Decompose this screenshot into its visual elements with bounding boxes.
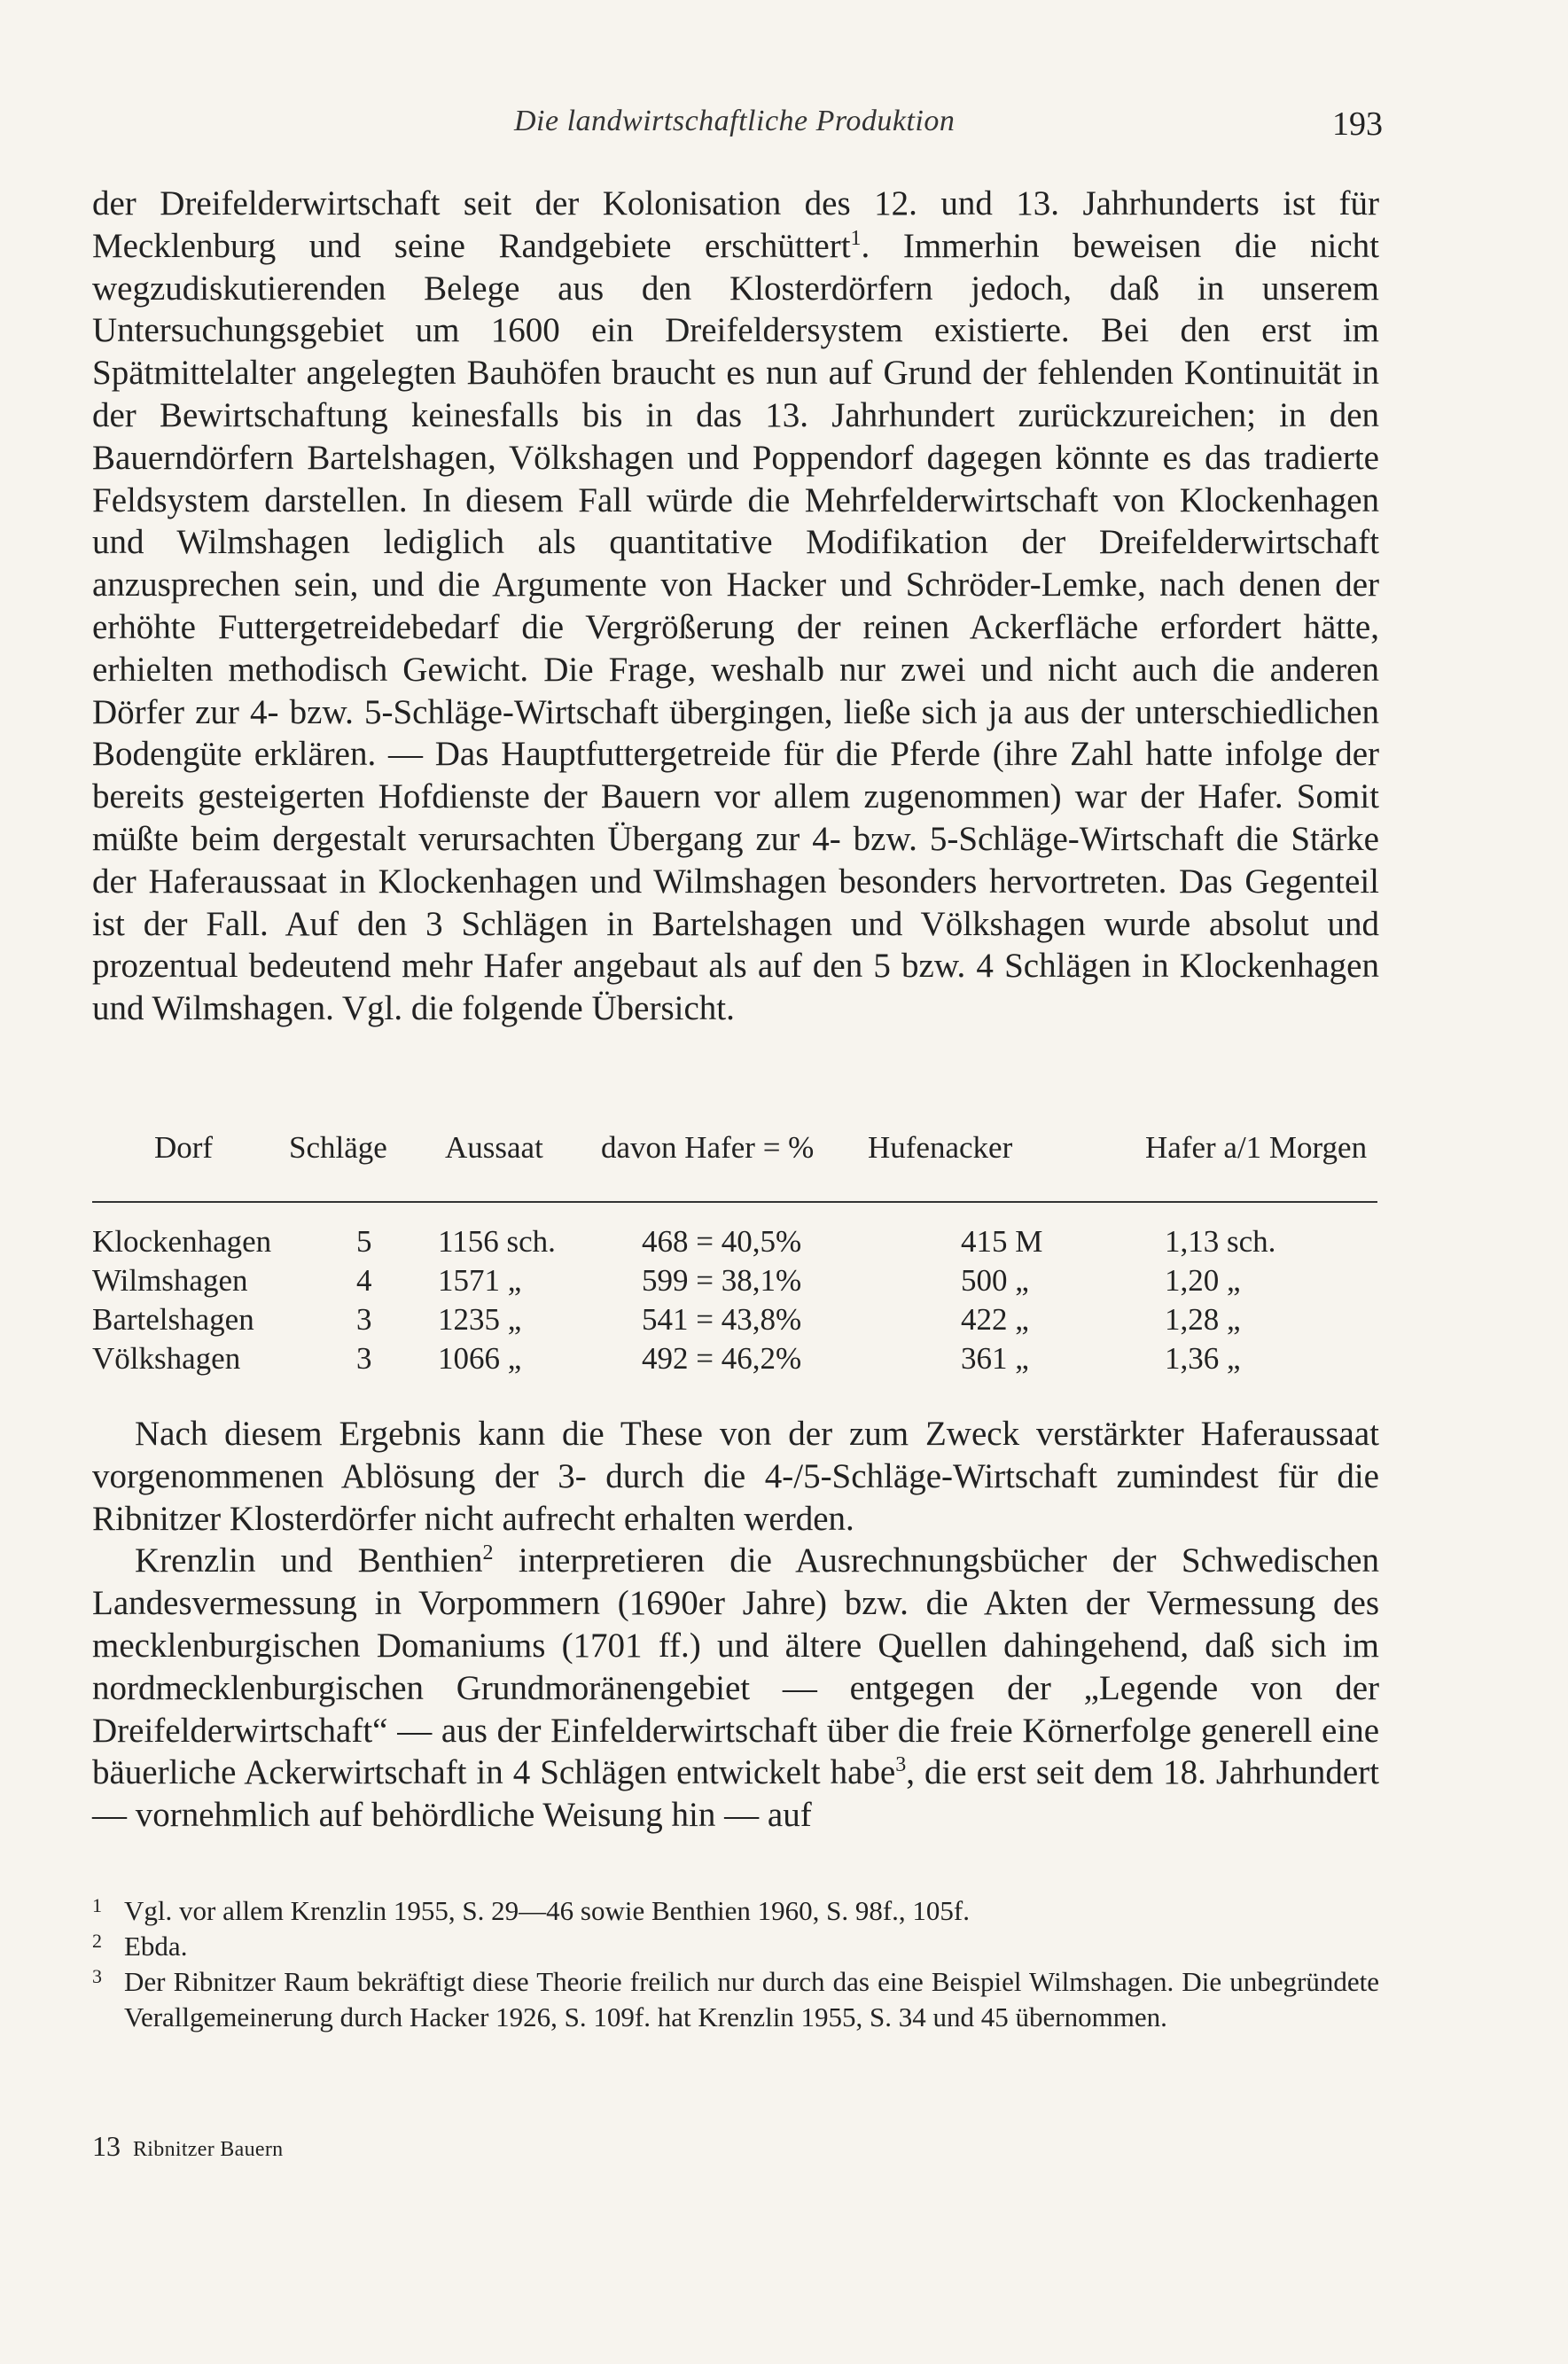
footnote-text: Ebda. bbox=[124, 1931, 188, 1962]
cell-hafer: 541 = 43,8% bbox=[642, 1302, 802, 1337]
cell-hufenacker: 361 „ bbox=[961, 1341, 1029, 1376]
signature-text: Ribnitzer Bauern bbox=[133, 2138, 284, 2161]
paragraph-2: Nach diesem Ergebnis kann die These von der zum Zweck verstärkter Haferaussaat vorgenommenen Ablösung der 3- durch die 4-/5-Schläge-Wirtschaft zumindest für die Ribnitzer Klosterdörfer nicht aufrecht erhalten werden. bbox=[92, 1415, 1379, 1538]
paragraph-1-rest: . Immerhin beweisen die nicht wegzudiskutierenden Belege aus den Klosterdörfern jedoch, daß in unserem Untersuchungsgebiet um 1600 ein Dreifeldersystem existierte. Bei den erst im Spätmittelalter angelegten Bauhöfen braucht es nun auf Grund der fehlenden Kontinuität in der Bewirtschaftung keinesfalls bis in das 13. Jahrhundert zurückzureichen; in den Bauerndörfern Bartelshagen, Völkshagen und Poppendorf dagegen könnte es das tradierte Feldsystem darstellen. In diesem Fall würde die Mehrfelderwirtschaft von Klockenhagen und Wilmshagen lediglich als quantitative Modifikation der Dreifelderwirtschaft anzusprechen sein, und die Argumente von Hacker und Schröder-Lemke, nach denen der erhöhte Futtergetreidebedarf die Vergrößerung der reinen Ackerfläche erfordert hätte, erhielten methodisch Gewicht. Die Frage, weshalb nur zwei und nicht auch die anderen Dörfer zur 4- bzw. 5-Schläge-Wirtschaft übergingen, ließe sich ja aus der unterschiedlichen Bodengüte erklären. — Das Hauptfuttergetreide für die Pferde (ihre Zahl hatte infolge der bereits gesteigerten Hofdienste der Bauern vor allem zugenommen) war der Hafer. Somit müßte beim dergestalt verursachten Übergang zur 4- bzw. 5-Schläge-Wirtschaft die Stärke der Haferaussaat in Klockenhagen und Wilmshagen besonders hervortreten. Das Gegenteil ist der Fall. Auf den 3 Schlägen in Bartelshagen und Völkshagen wurde absolut und prozentual bedeutend mehr Hafer angebaut als auf den 5 bzw. 4 Schlägen in Klockenhagen und Wilmshagen. Vgl. die folgende Übersicht. bbox=[92, 226, 1379, 1028]
running-head: Die landwirtschaftliche Produktion bbox=[514, 105, 956, 137]
cell-schlaege: 5 bbox=[356, 1224, 372, 1259]
header-schlaege: Schläge bbox=[289, 1130, 387, 1165]
footnote-ref-3: 3 bbox=[895, 1753, 907, 1777]
cell-aussaat: 1066 „ bbox=[438, 1341, 522, 1376]
header-hafer-prozent: davon Hafer = % bbox=[601, 1130, 815, 1165]
table-body bbox=[92, 1224, 1379, 1380]
cell-hufenacker: 500 „ bbox=[961, 1263, 1029, 1298]
table-row bbox=[92, 1341, 1379, 1380]
header-dorf: Dorf bbox=[154, 1130, 214, 1165]
cell-dorf: Völkshagen bbox=[92, 1341, 241, 1376]
footnote-mark: 3 bbox=[92, 1965, 102, 1987]
table-header bbox=[92, 1130, 1379, 1187]
table-row bbox=[92, 1224, 1379, 1263]
cell-hufenacker: 422 „ bbox=[961, 1302, 1029, 1337]
table-row bbox=[92, 1302, 1379, 1341]
paragraph-1-text: der Dreifelderwirtschaft seit der Kolonisation des 12. und 13. Jahrhunderts ist für Mecklenburg und seine Randgebiete erschüttert bbox=[92, 184, 1379, 265]
paragraph-3-part-b: interpretieren die Ausrechnungsbücher der Schwedischen Landesvermessung in Vorpommern (1690er Jahre) bzw. die Akten der Vermessung des mecklenburgischen Domaniums (1701 ff.) und ältere Quellen dahingehend, daß sich im nordmecklenburgischen Grundmoränengebiet — entgegen der „Legende von der Dreifelderwirtschaft“ — aus der Einfelderwirtschaft über die freie Körnerfolge generell eine bäuerliche Ackerwirtschaft in 4 Schlägen entwickelt habe bbox=[92, 1541, 1379, 1792]
footnote-ref-1: 1 bbox=[850, 226, 862, 250]
table-rule bbox=[92, 1201, 1377, 1203]
header-aussaat: Aussaat bbox=[445, 1130, 543, 1165]
cell-hafer-morgen: 1,36 „ bbox=[1165, 1341, 1241, 1376]
page-number: 193 bbox=[1332, 105, 1383, 143]
table-row bbox=[92, 1263, 1379, 1302]
footnote-1 bbox=[92, 1893, 1379, 1929]
paragraph-3 bbox=[92, 1540, 1379, 1837]
footnote-mark: 1 bbox=[92, 1894, 102, 1916]
cell-aussaat: 1235 „ bbox=[438, 1302, 522, 1337]
paragraph-3-part-c: , die erst seit dem 18. Jahrhundert — vornehmlich auf behördliche Weisung hin — auf bbox=[92, 1753, 1379, 1835]
footnote-2 bbox=[92, 1929, 1379, 1964]
footnote-text: Der Ribnitzer Raum bekräftigt diese Theorie freilich nur durch das eine Beispiel Wilmshagen. Die unbegründete Verallgemeinerung durch Hacker 1926, S. 109f. hat Krenzlin 1955, S. 34 und 45 übernommen. bbox=[124, 1966, 1379, 2032]
cell-aussaat: 1156 sch. bbox=[438, 1224, 556, 1259]
cell-schlaege: 3 bbox=[356, 1302, 372, 1337]
cell-hafer-morgen: 1,28 „ bbox=[1165, 1302, 1241, 1337]
body-text-top bbox=[92, 183, 1379, 1030]
printer-signature bbox=[92, 2130, 283, 2163]
cell-hafer-morgen: 1,20 „ bbox=[1165, 1263, 1241, 1298]
body-text-bottom bbox=[92, 1413, 1379, 1837]
cell-hafer: 492 = 46,2% bbox=[642, 1341, 802, 1376]
signature-number: 13 bbox=[92, 2130, 121, 2162]
cell-hafer: 468 = 40,5% bbox=[642, 1224, 802, 1259]
cell-hafer: 599 = 38,1% bbox=[642, 1263, 802, 1298]
cell-dorf: Klockenhagen bbox=[92, 1224, 272, 1259]
footnote-mark: 2 bbox=[92, 1930, 102, 1952]
header-hafer-morgen: Hafer a/1 Morgen bbox=[1145, 1130, 1368, 1165]
oats-table bbox=[92, 1130, 1379, 1376]
paragraph-3-part-a: Krenzlin und Benthien bbox=[135, 1541, 483, 1580]
paragraph-1 bbox=[92, 183, 1379, 1030]
header-hufenacker: Hufenacker bbox=[868, 1130, 1013, 1165]
footnote-3 bbox=[92, 1964, 1379, 2035]
footnote-ref-2: 2 bbox=[482, 1541, 494, 1565]
footnote-text: Vgl. vor allem Krenzlin 1955, S. 29—46 sowie Benthien 1960, S. 98f., 105f. bbox=[124, 1895, 971, 1926]
cell-schlaege: 3 bbox=[356, 1341, 372, 1376]
cell-dorf: Bartelshagen bbox=[92, 1302, 254, 1337]
footnotes bbox=[92, 1893, 1379, 2035]
cell-schlaege: 4 bbox=[356, 1263, 372, 1298]
cell-hafer-morgen: 1,13 sch. bbox=[1165, 1224, 1276, 1259]
cell-aussaat: 1571 „ bbox=[438, 1263, 522, 1298]
cell-hufenacker: 415 M bbox=[961, 1224, 1043, 1259]
cell-dorf: Wilmshagen bbox=[92, 1263, 248, 1298]
